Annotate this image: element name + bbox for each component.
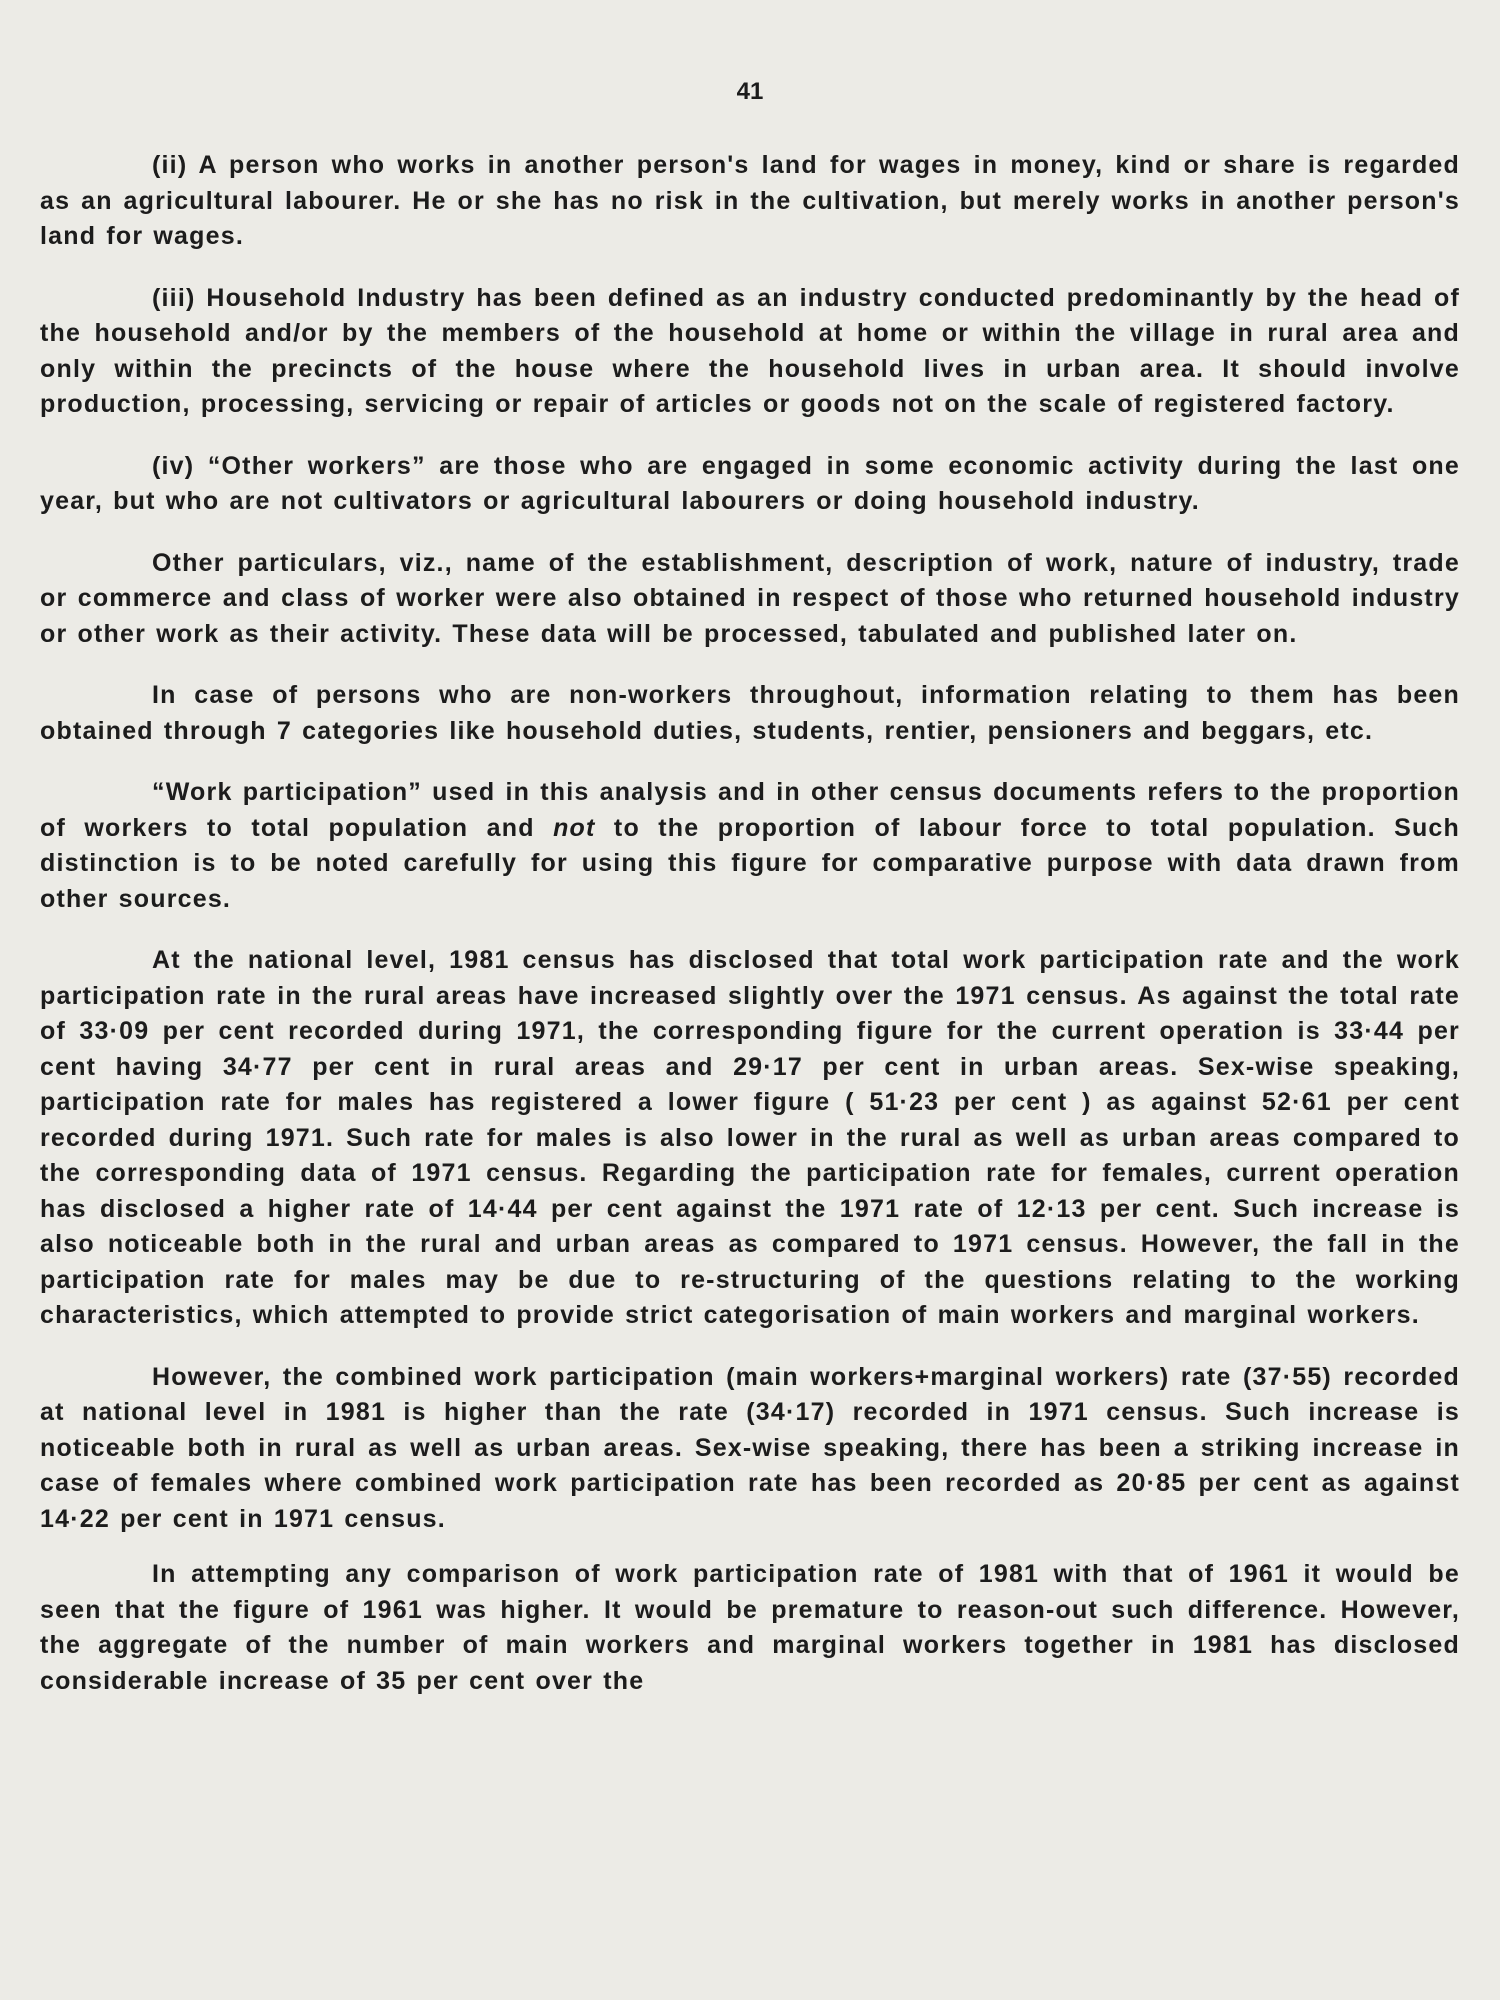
definition-text-start: “Work participation” used in this analysis and in other census documents refers to the proportion of workers to total population and xyxy=(40,778,1461,842)
paragraph-comparison-1961: In attempting any comparison of work participation rate of 1981 with that of 1961 it would be seen that the figure of 1961 was higher. It would be premature to reason-out such difference. However, the aggregate of the number of main workers and marginal workers together in 1981 has disclosed considerable increase of 35 per cent over the xyxy=(40,1560,1460,1695)
paragraph-household-industry: (iii) Household Industry has been defined as an industry conducted predominantly by the head of the household and/or by the members of the household at home or within the village in rural area and only within the precincts of the house where the household lives in urban area. It should involve production, processing, servicing or repair of articles or goods not on the scale of registered factory. xyxy=(40,283,1460,418)
paragraph-agricultural-labourer: (ii) A person who works in another person's land for wages in money, kind or share is regarded as an agricultural labourer. He or she has no risk in the cultivation, but merely works in another person's land for wages. xyxy=(40,151,1460,250)
definition-text-end: to the proportion of labour force to total population. Such distinction is to be noted carefully for using this figure for comparative purpose with data drawn from other sources. xyxy=(40,813,1461,913)
page-number: 41 xyxy=(736,78,764,105)
document-body xyxy=(40,148,1460,1725)
paragraph-national-level: At the national level, 1981 census has disclosed that total work participation rate and the work participation rate in the rural areas have increased slightly over the 1971 census. As against the total rate of 33·09 per cent recorded during 1971, the corresponding figure for the current operation is 33·44 per cent having 34·77 per cent in rural areas and 29·17 per cent in urban areas. Sex-wise speaking, participation rate for males has registered a lower figure ( 51·23 per cent ) as against 52·61 per cent recorded during 1971. Such rate for males is also lower in the rural as well as urban areas compared to the corresponding data of 1971 census. Regarding the participation rate for females, current operation has disclosed a higher rate of 14·44 per cent against the 1971 rate of 12·13 per cent. Such increase is also noticeable both in the rural and urban areas as compared to 1971 census. However, the fall in the participation rate for males may be due to re-structuring of the questions relating to the working characteristics, which attempted to provide strict categorisation of main workers and marginal workers. xyxy=(40,946,1460,1329)
definition-emphasis: not xyxy=(553,813,596,842)
paragraph-other-workers: (iv) “Other workers” are those who are engaged in some economic activity during the last one year, but who are not cultivators or agricultural labourers or doing household industry. xyxy=(40,451,1460,515)
paragraph-combined-participation: However, the combined work participation (main workers+marginal workers) rate (37·55) recorded at national level in 1981 is higher than the rate (34·17) recorded in 1971 census. Such increase is noticeable both in rural as well as urban areas. Sex-wise speaking, there has been a striking increase in case of females where combined work participation rate has been recorded as 20·85 per cent as against 14·22 per cent in 1971 census. xyxy=(40,1362,1460,1533)
paragraph-other-particulars: Other particulars, viz., name of the establishment, description of work, nature of industry, trade or commerce and class of worker were also obtained in respect of those who returned household industry or other work as their activity. These data will be processed, tabulated and published later on. xyxy=(40,548,1460,648)
paragraph-work-participation-definition xyxy=(40,775,1460,917)
paragraph-non-workers: In case of persons who are non-workers throughout, information relating to them has been obtained through 7 categories like household duties, students, rentier, pensioners and beggars, etc. xyxy=(40,681,1460,745)
